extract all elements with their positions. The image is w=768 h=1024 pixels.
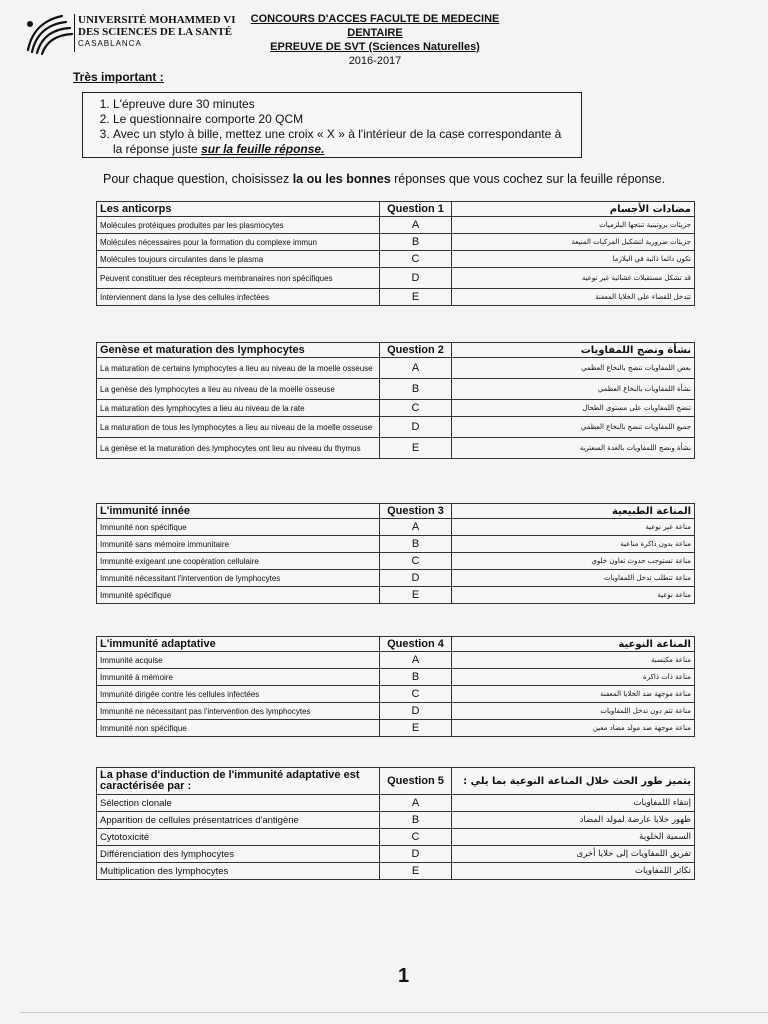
option-letter: B xyxy=(380,669,452,686)
option-letter: C xyxy=(380,400,452,417)
question-table-1 xyxy=(96,201,695,306)
option-letter: B xyxy=(380,379,452,400)
option-text: La maturation de certains lymphocytes a lieu au niveau de la moelle osseuse xyxy=(97,358,380,379)
question-table-2 xyxy=(96,342,695,459)
question-title-ar: نشأة ونضج اللمفاويات xyxy=(452,343,695,358)
option-text-ar: تكاثر اللمفاويات xyxy=(452,863,695,880)
rules-box xyxy=(82,92,582,158)
question-table-4 xyxy=(96,636,695,737)
university-line2: DES SCIENCES DE LA SANTÉ xyxy=(78,26,233,38)
option-letter: C xyxy=(380,553,452,570)
question-number: Question 5 xyxy=(380,768,452,795)
option-letter: A xyxy=(380,217,452,234)
option-text: La genèse et la maturation des lymphocytes ont lieu au niveau du thymus xyxy=(97,438,380,459)
option-text: Immunité ne nécessitant pas l'intervention des lymphocytes xyxy=(97,703,380,720)
question-title: L'immunité adaptative xyxy=(97,637,380,652)
option-text: Interviennent dans la lyse des cellules infectées xyxy=(97,289,380,306)
option-letter: A xyxy=(380,795,452,812)
option-letter: E xyxy=(380,720,452,737)
option-text-ar: مناعة نوعية xyxy=(452,587,695,604)
university-logo xyxy=(22,10,74,56)
option-text-ar: مناعة بدون ذاكرة مناعية xyxy=(452,536,695,553)
question-number: Question 3 xyxy=(380,504,452,519)
option-text: Molécules nécessaires pour la formation du complexe immun xyxy=(97,234,380,251)
option-letter: C xyxy=(380,251,452,268)
option-text: La genèse des lymphocytes a lieu au niveau de la moelle osseuse xyxy=(97,379,380,400)
option-text: La maturation de tous les lymphocytes a lieu au niveau de la moelle osseuse xyxy=(97,417,380,438)
question-number: Question 1 xyxy=(380,202,452,217)
option-text: Molécules toujours circulantes dans le plasma xyxy=(97,251,380,268)
option-letter: A xyxy=(380,519,452,536)
question-title: La phase d'induction de l'immunité adaptative est caractérisée par : xyxy=(97,768,380,795)
option-text: Immunité exigeant une coopération cellulaire xyxy=(97,553,380,570)
option-text: Cytotoxicité xyxy=(97,829,380,846)
option-letter: D xyxy=(380,268,452,289)
option-letter: D xyxy=(380,846,452,863)
option-text-ar: بعض اللمفاويات تنضج بالنخاع العظمي xyxy=(452,358,695,379)
question-title: Les anticorps xyxy=(97,202,380,217)
option-text-ar: مناعة تستوجب حدوث تعاون خلوي xyxy=(452,553,695,570)
question-table-3 xyxy=(96,503,695,604)
question-table-5 xyxy=(96,767,695,880)
option-letter: D xyxy=(380,703,452,720)
option-text-ar: مناعة مكتسبة xyxy=(452,652,695,669)
option-text: Molécules protéiques produites par les plasmocytes xyxy=(97,217,380,234)
question-title-ar: مضادات الأجسام xyxy=(452,202,695,217)
option-letter: B xyxy=(380,234,452,251)
instruction-text: Pour chaque question, choisissez la ou les bonnes réponses que vous cochez sur la feuille réponse. xyxy=(103,172,666,186)
option-letter: A xyxy=(380,652,452,669)
rule-item: 3. Avec un stylo à bille, mettez une croix « X » à l'intérieur de la case correspondante à la réponse juste sur la feuille réponse. xyxy=(113,127,573,157)
university-line1: UNIVERSITÉ MOHAMMED VI xyxy=(78,14,236,26)
exam-year: 2016-2017 xyxy=(348,55,402,67)
option-text-ar: جميع اللمفاويات تنضج بالنخاع العظمي xyxy=(452,417,695,438)
rule-emphasis: sur la feuille réponse. xyxy=(201,142,325,156)
option-letter: D xyxy=(380,417,452,438)
question-number: Question 4 xyxy=(380,637,452,652)
option-text-ar: السمية الخلوية xyxy=(452,829,695,846)
question-title-ar: يتميز طور الحث خلال المناعة النوعية بما يلي : xyxy=(452,768,695,795)
option-text: Différenciation des lymphocytes xyxy=(97,846,380,863)
question-number: Question 2 xyxy=(380,343,452,358)
option-text-ar: تفريق اللمفاويات إلى خلايا أخرى xyxy=(452,846,695,863)
divider xyxy=(20,1012,768,1013)
option-text-ar: تتدخل للقضاء على الخلايا المعفنة xyxy=(452,289,695,306)
option-text: Multiplication des lymphocytes xyxy=(97,863,380,880)
option-letter: E xyxy=(380,289,452,306)
option-letter: E xyxy=(380,587,452,604)
option-letter: D xyxy=(380,570,452,587)
option-text: La maturation des lymphocytes a lieu au niveau de la rate xyxy=(97,400,380,417)
question-title-ar: المناعة الطبيعية xyxy=(452,504,695,519)
option-text: Apparition de cellules présentatrices d'antigène xyxy=(97,812,380,829)
option-text-ar: نشأة اللمفاويات بالنخاع العظمي xyxy=(452,379,695,400)
option-text-ar: نشأة ونضج اللمفاويات بالغدة السعترية xyxy=(452,438,695,459)
option-letter: E xyxy=(380,863,452,880)
option-letter: B xyxy=(380,536,452,553)
important-title: Très important : xyxy=(73,70,164,84)
option-letter: C xyxy=(380,686,452,703)
option-letter: B xyxy=(380,812,452,829)
option-text: Immunité nécessitant l'intervention de lymphocytes xyxy=(97,570,380,587)
option-text-ar: تكون دائما ذائبة في البلازما xyxy=(452,251,695,268)
option-text: Immunité non spécifique xyxy=(97,519,380,536)
option-text: Immunité acquise xyxy=(97,652,380,669)
university-name xyxy=(78,14,235,50)
option-text-ar: تنضج اللمفاويات على مستوى الطحال xyxy=(452,400,695,417)
option-text-ar: مناعة موجهة ضد الخلايا المعفنة xyxy=(452,686,695,703)
option-text-ar: مناعة تتطلب تدخل اللمفاويات xyxy=(452,570,695,587)
exam-subtitle: EPREUVE DE SVT (Sciences Naturelles) xyxy=(270,41,480,53)
option-letter: C xyxy=(380,829,452,846)
option-text-ar: جزيئات بروتينية تنتجها البلزميات xyxy=(452,217,695,234)
page-number: 1 xyxy=(398,965,410,987)
option-text-ar: إنتقاء اللمفاويات xyxy=(452,795,695,812)
option-text: Immunité sans mémoire immunitaire xyxy=(97,536,380,553)
exam-header xyxy=(250,12,500,68)
rule-item: 1. L'épreuve dure 30 minutes xyxy=(113,97,573,112)
option-text: Immunité dirigée contre les cellules infectées xyxy=(97,686,380,703)
exam-title: CONCOURS D'ACCES FACULTE DE MEDECINE DENTAIRE xyxy=(250,13,500,39)
option-text-ar: ظهور خلايا عارضة لمولد المضاد xyxy=(452,812,695,829)
option-text-ar: مناعة غير نوعية xyxy=(452,519,695,536)
question-title: Genèse et maturation des lymphocytes xyxy=(97,343,380,358)
question-title: L'immunité innée xyxy=(97,504,380,519)
question-title-ar: المناعة النوعية xyxy=(452,637,695,652)
option-text-ar: مناعة موجهة ضد مولد مضاد معين xyxy=(452,720,695,737)
option-text: Immunité spécifique xyxy=(97,587,380,604)
option-text: Immunité à mémoire xyxy=(97,669,380,686)
option-text: Sélection clonale xyxy=(97,795,380,812)
option-text-ar: مناعة تتم دون تدخل اللمفاويات xyxy=(452,703,695,720)
rule-item: 2. Le questionnaire comporte 20 QCM xyxy=(113,112,573,127)
option-text-ar: جزيئات ضرورية لتشكيل المركبات المنيعة xyxy=(452,234,695,251)
option-text-ar: مناعة ذات ذاكرة xyxy=(452,669,695,686)
option-letter: E xyxy=(380,438,452,459)
option-letter: A xyxy=(380,358,452,379)
option-text: Peuvent constituer des récepteurs membranaires non spécifiques xyxy=(97,268,380,289)
university-city: CASABLANCA xyxy=(78,39,142,48)
option-text-ar: قد تشكل مستقبلات غشائية غير نوعية xyxy=(452,268,695,289)
option-text: Immunité non spécifique xyxy=(97,720,380,737)
